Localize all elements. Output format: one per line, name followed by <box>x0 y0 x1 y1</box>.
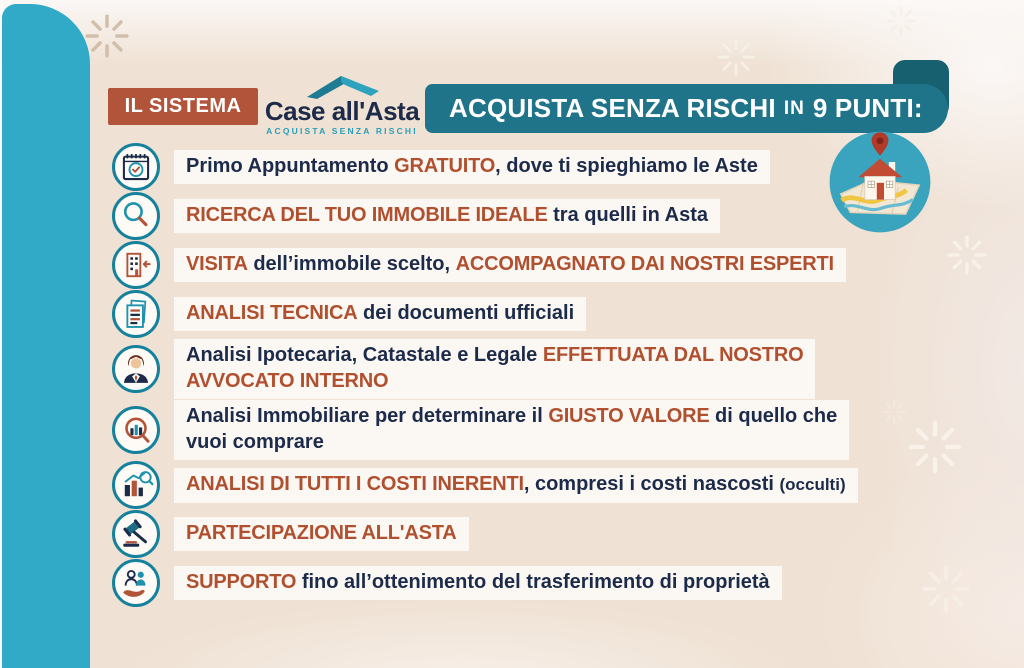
point-text-segment: AVVOCATO INTERNO <box>186 370 389 392</box>
point-text-segment: dell’immobile scelto, <box>247 253 456 275</box>
point-text-segment: ANALISI DI TUTTI I COSTI INERENTI <box>186 472 524 495</box>
point-text-segment: , compresi i costi nascosti <box>523 472 780 495</box>
support-icon <box>112 559 160 607</box>
points-list <box>112 143 972 608</box>
brand-tagline: ACQUISTA SENZA RISCHI <box>266 126 418 136</box>
header <box>0 0 1024 140</box>
list-item <box>112 339 972 399</box>
banner-text-main: ACQUISTA SENZA RISCHI <box>449 93 776 123</box>
system-label: IL SISTEMA <box>124 95 242 117</box>
point-text <box>174 517 469 551</box>
point-text-segment: RICERCA DEL TUO IMMOBILE IDEALE <box>186 204 548 226</box>
point-text-segment: tra quelli in Asta <box>547 204 708 226</box>
building-icon <box>112 241 160 289</box>
document-icon <box>112 290 160 338</box>
point-text-segment: EFFETTUATA DAL NOSTRO <box>542 344 804 366</box>
list-item <box>112 559 972 607</box>
point-text-segment: VISITA <box>186 253 248 275</box>
lawyer-icon <box>112 345 160 393</box>
list-item <box>112 510 972 558</box>
value-search-icon <box>112 406 160 454</box>
system-label-box <box>108 88 258 125</box>
list-item <box>112 192 972 240</box>
point-text-segment: vuoi comprare <box>186 431 324 453</box>
list-item <box>112 143 972 191</box>
search-icon <box>112 192 160 240</box>
point-text-segment: Primo Appuntamento <box>186 155 395 177</box>
point-text-segment: GIUSTO VALORE <box>548 405 710 427</box>
point-text-segment: , dove ti spieghiamo le Aste <box>495 155 758 177</box>
point-text-segment: ANALISI TECNICA <box>186 302 358 324</box>
point-text <box>174 400 849 460</box>
point-text <box>174 468 858 503</box>
list-item <box>112 241 972 289</box>
point-text <box>174 339 815 399</box>
point-text <box>174 199 720 233</box>
point-text-segment: fino all’ottenimento del trasferimento di proprietà <box>296 571 770 593</box>
list-item <box>112 400 972 460</box>
point-text-segment: Analisi Ipotecaria, Catastale e Legale <box>186 344 543 366</box>
gavel-icon <box>112 510 160 558</box>
brand-logo <box>262 74 422 136</box>
banner-text-mid: IN <box>783 97 805 119</box>
banner-text-end: 9 PUNTI: <box>812 93 923 123</box>
brand-name: Case all'Asta <box>264 96 420 126</box>
point-text-segment: Analisi Immobiliare per determinare il <box>186 405 549 427</box>
point-text <box>174 297 586 331</box>
point-text-segment: (occulti) <box>779 474 846 494</box>
point-text <box>174 248 846 282</box>
point-text-segment: SUPPORTO <box>186 571 297 593</box>
point-text-segment: PARTECIPAZIONE ALL'ASTA <box>186 522 457 544</box>
point-text <box>174 566 782 600</box>
point-text-segment: di quello che <box>709 405 838 427</box>
calendar-icon <box>112 143 160 191</box>
title-banner <box>425 84 948 133</box>
point-text-segment: GRATUITO <box>394 155 496 177</box>
costs-chart-icon <box>112 461 160 509</box>
point-text-segment: dei documenti ufficiali <box>357 302 575 324</box>
point-text-segment: ACCOMPAGNATO DAI NOSTRI ESPERTI <box>455 253 834 275</box>
list-item <box>112 290 972 338</box>
point-text <box>174 150 770 184</box>
list-item <box>112 461 972 509</box>
